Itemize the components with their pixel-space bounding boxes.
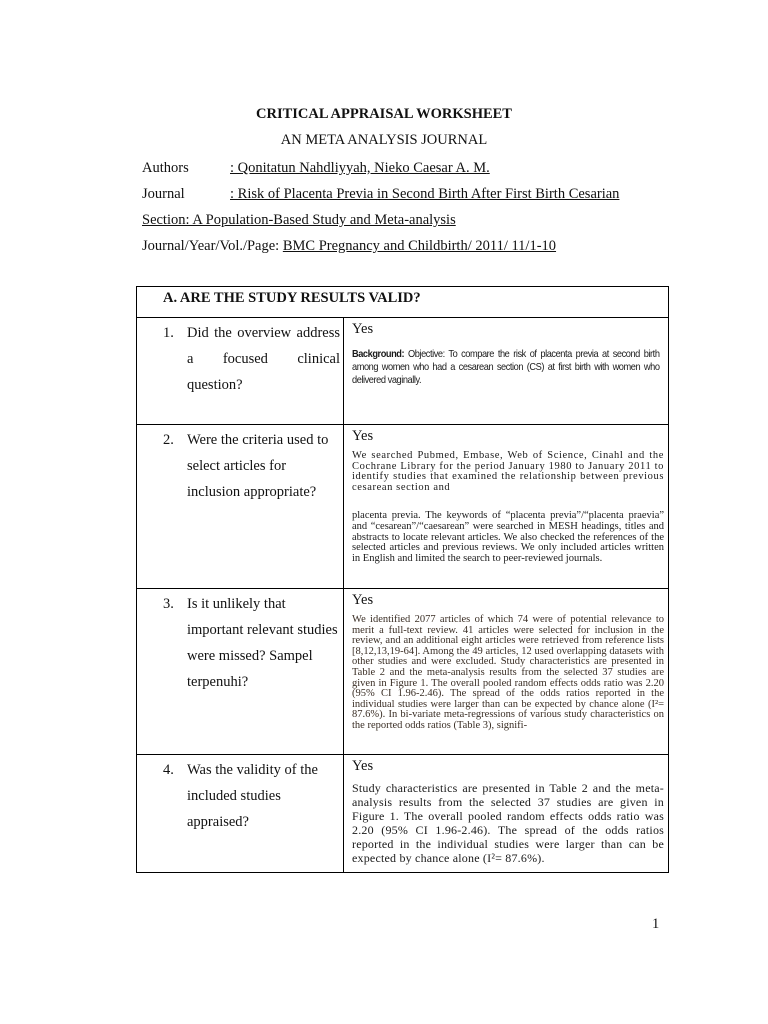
journal-value: : Risk of Placenta Previa in Second Birth After First Birth Cesarian: [230, 186, 620, 202]
table-row: [137, 589, 669, 755]
answer-cell: [344, 589, 669, 755]
answer-cell: [344, 425, 669, 589]
question-number: 3.: [163, 596, 174, 612]
answer-text: Yes: [352, 592, 374, 608]
evidence-excerpt: We searched Pubmed, Embase, Web of Science, Cinahl and the Cochrane Library for the period January 1980 to January 2011 to identify studies that examined the relationship between previous cesarean section and: [352, 450, 665, 493]
excerpt-label: Background:: [352, 348, 405, 360]
excerpt-text: Objective: To compare the risk of placenta previa at second birth among women who had a cesarean section (CS) at first birth with women who delivered vaginally.: [352, 348, 660, 386]
question-text: Did the overview address a focused clinical question?: [187, 325, 340, 393]
evidence-excerpt: We identified 2077 articles of which 74 were of potential relevance to merit a full-text review. 41 articles were selected for inclusion in the review, and an additional eight articles were retrieved from reference lists [8,12,13,19-64]. Among the 49 articles, 12 used overlapping datasets with other studies and were excluded. Study characteristics are presented in Table 2 and the meta-analysis results from the selected 37 studies are given in Figure 1. The overall pooled random effects odds ratio was 2.20 (95% CI 1.96-2.46). The spread of the odds ratios reported in the individual studies were larger than can be expected by chance alone (I²= 87.6%). In bi-variate meta-regressions of various study characteristics on the reported odds ratios (Table 3), signifi-: [352, 614, 665, 731]
question-number: 2.: [163, 432, 174, 448]
question-text: Is it unlikely that important relevant studies were missed? Sampel terpenuhi?: [187, 596, 338, 690]
evidence-excerpt: Study characteristics are presented in Table 2 and the meta-analysis results from the selected 37 studies are given in Figure 1. The overall pooled random effects odds ratio was 2.20 (95% CI 1.96-2.46). The spread of the odds ratios reported in the individual studies were larger than can be expected by chance alone (I²= 87.6%).: [352, 781, 665, 865]
section-heading: A. ARE THE STUDY RESULTS VALID?: [137, 287, 669, 318]
question-text: Was the validity of the included studies appraised?: [187, 762, 318, 830]
question-number: 4.: [163, 762, 174, 778]
authors-label: Authors: [142, 160, 189, 176]
table-row: [137, 425, 669, 589]
document-subtitle: AN META ANALYSIS JOURNAL: [280, 132, 488, 148]
answer-cell: [344, 318, 669, 425]
section-line: Section: A Population-Based Study and Meta-analysis: [142, 212, 456, 228]
journal-line: [142, 186, 619, 203]
evidence-excerpt-continued: placenta previa. The keywords of “placenta previa”/“placenta praevia” and “cesarean”/“caesarean” were searched in MESH headings, titles and abstracts to locate relevant articles. We also checked the references of the selected articles and previous reviews. We only included articles written in English and limited the search to peer-reviewed journals.: [352, 510, 665, 564]
page-number: 1: [652, 916, 660, 932]
answer-text: Yes: [352, 321, 374, 337]
authors-value: : Qonitatun Nahdliyyah, Nieko Caesar A. M.: [230, 160, 490, 176]
table-row: [137, 755, 669, 873]
authors-line: [142, 160, 490, 177]
journal-year-vol-page-label: Journal/Year/Vol./Page:: [142, 238, 283, 254]
journal-year-vol-page-value: BMC Pregnancy and Childbirth/ 2011/ 11/1-10: [282, 238, 557, 254]
question-number: 1.: [163, 325, 174, 341]
table-row: [137, 318, 669, 425]
evidence-excerpt: [352, 348, 660, 387]
journal-label: Journal: [142, 186, 185, 202]
answer-text: Yes: [352, 758, 374, 774]
question-text: Were the criteria used to select articles for inclusion appropriate?: [187, 432, 329, 500]
document-title: CRITICAL APPRAISAL WORKSHEET: [256, 106, 512, 122]
question-cell: [137, 425, 344, 589]
question-cell: [137, 589, 344, 755]
appraisal-table: [136, 286, 669, 873]
answer-cell: [344, 755, 669, 873]
answer-text: Yes: [352, 428, 374, 444]
question-cell: [137, 318, 344, 425]
question-cell: [137, 755, 344, 873]
journal-year-vol-page-line: [142, 238, 556, 255]
